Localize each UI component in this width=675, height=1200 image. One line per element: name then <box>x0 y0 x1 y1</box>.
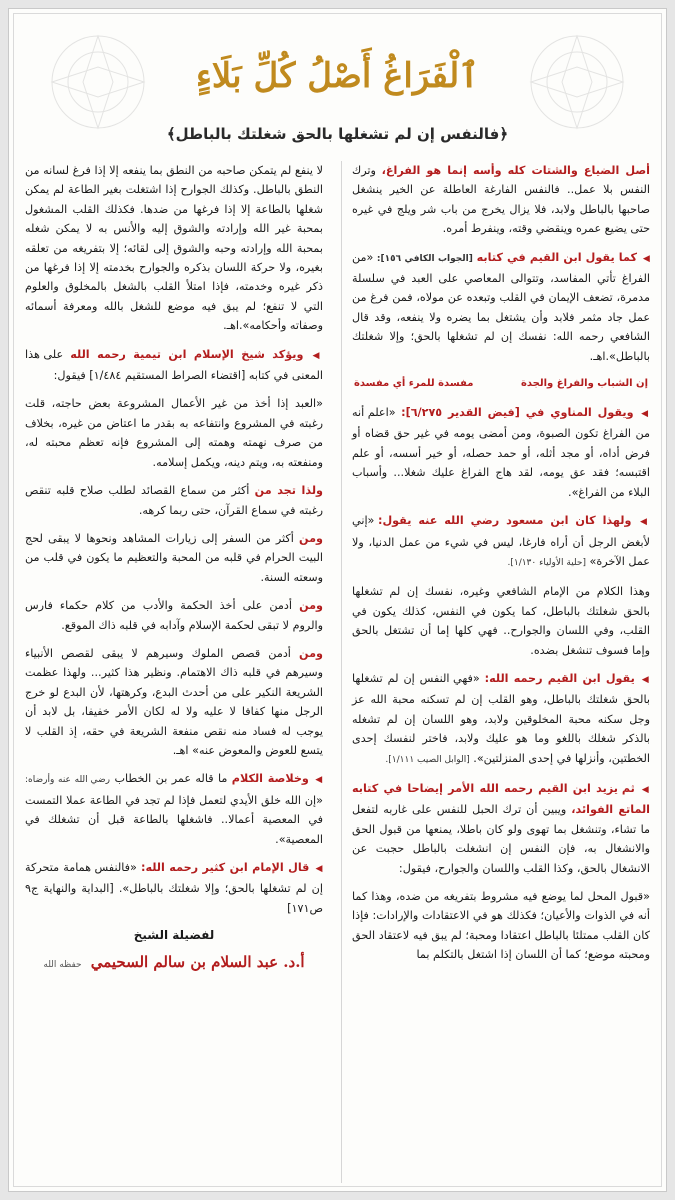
author-name: أ.د. عبد السلام بن سالم السحيمي <box>90 953 305 972</box>
paragraph <box>352 887 650 965</box>
highlight-text: كما يقول ابن القيم في كتابه <box>476 250 638 264</box>
body-text: «إن الله خلق الأيدي لتعمل فإذا لم تجد في الطاعة عملا التمست في المعصية أعمالا.. فاشغلها بالطاعة قبل أن تشغلك في المعصية». <box>25 793 323 846</box>
paragraph <box>25 529 323 587</box>
arrow-left-icon: ◀ <box>315 864 323 874</box>
left-column <box>25 161 323 1183</box>
highlight-text: ولهذا كان ابن مسعود رضي الله عنه يقول: <box>377 514 632 528</box>
reference-text: [الجواب الكافي ١٥٦]: <box>376 253 473 264</box>
paragraph <box>25 769 323 849</box>
article-page <box>8 8 667 1192</box>
highlight-text: ومن <box>299 599 323 613</box>
honorific-text: رضي الله عنه وأرضاه: <box>25 775 111 786</box>
highlight-text: ومن <box>299 646 323 660</box>
body-text: على هذا المعنى في كتابه [اقتضاء الصراط المستقيم ١/٤٨٤] فيقول: <box>25 347 323 383</box>
body-text: «اعلم أنه من الفراغ تكون الصبوة، ومن أمضى يومه في غير حق قضاه أو فرض أداه، أو مجد أثله، أو حمد حصله، أو خير أسسه، أو علم اقتبسه؛ فقد عق يومه، لقد هاج الفراغ عليك شغلا... وأسباب البلاء من الفراغ». <box>352 406 650 499</box>
body-text: ويبين أن ترك الحبل للنفس على غاربه لتفعل ما تشاء، وتنشغل بما تهوى ولو كان باطلا، يمنعها من قبول الحق والانشغال به، فإن النفس إن انشغلت بالباطل حجبت عن الانشغال بالحق، وكذا القلب واللسان والجوارح، فيقول: <box>352 803 650 875</box>
paragraph <box>25 161 323 336</box>
highlight-text: أصل الضياع والشتات كله وأسه إنما هو الفراغ، <box>381 164 650 177</box>
body-text: ما قاله عمر بن الخطاب <box>114 772 228 786</box>
body-text: «فالنفس همامة متحركة إن لم تشغلها بالحق؛ وإلا شغلتك بالباطل». <box>25 861 323 896</box>
poem-verse <box>352 378 650 389</box>
reference-text: [الوابل الصيب ١/١١١]. <box>385 754 470 765</box>
reference-text: [البداية والنهاية ج٩ ص١٧١] <box>25 882 323 915</box>
highlight-text: ويؤكد شيخ الإسلام ابن تيمية رحمه الله <box>70 347 304 361</box>
paragraph <box>352 248 650 366</box>
page-subtitle: ﴿فالنفس إن لم تشغلها بالحق شغلتك بالباطل﴾ <box>166 125 509 143</box>
body-text: أدمن قصص الملوك وسيرهم لا يبقى لقصص الأنبياء وسيرهم في قلبه ذاك الاهتمام. ونظير هذا كثير... ولهذا عظمت الشريعة النكير على من أحدث البدع، وكرهتها، لأن البدع لو خرج الرجل منها كفافا لا عليه ولا له لكان الأمر خفيفا، بل لابد أن يوجب له فساد منه نقص منفعة الشريعة في حقه، إذ القلب لا يتسع للعوض والمعوض عنه» اهـ. <box>25 646 323 757</box>
body-text: وهذا الكلام من الإمام الشافعي وغيره، نفسك إن لم تشغلها بالحق شغلتك بالباطل، كما يكون في النفس، كذلك يكون في القلب، وفي اللسان والجوارح.. فهي كلها إما أن تشتغل بالحق وإما فسوف تنشغل بضده. <box>352 585 650 657</box>
paragraph <box>25 481 323 520</box>
author-signature <box>25 928 323 971</box>
arrow-left-icon: ◀ <box>641 784 650 795</box>
paragraph <box>25 644 323 760</box>
body-text: «إني لأبغض الرجل أن أراه فارغا، ليس في شيء من عمل الدنيا، ولا عمل الآخرة» <box>352 514 650 568</box>
paragraph <box>352 403 650 502</box>
paragraph <box>352 161 650 239</box>
paragraph <box>25 596 323 635</box>
body-text: أدمن على أخذ الحكمة والأدب من كلام حكماء فارس والروم لا تبقى لحكمة الإسلام وآدابه في قلبه ذاك الموقع. <box>25 599 323 632</box>
paragraph <box>25 345 323 386</box>
paragraph <box>352 511 650 573</box>
paragraph <box>25 858 323 918</box>
article-columns <box>25 161 650 1183</box>
body-text: «من الفراغ تأتي المفاسد، وتتوالى المعاصي على العبد في سلسلة مدمرة، تضعف الإيمان في القلب وتبعده عن مولاه، فمن فرغ من عمل جاد مثمر فلابد وأن يشتغل بما يضره ولا ينفعه، وقد قال الشافعي رحمه الله: نفسك إن لم تشغلها بالحق؛ وإلا شغلتك بالباطل».اهـ. <box>352 250 650 363</box>
arrow-left-icon: ◀ <box>641 409 650 420</box>
highlight-text: ومن <box>299 531 323 545</box>
highlight-text: ثم يزيد ابن القيم رحمه الله الأمر إيضاحا في كتابه الماتع الفوائد، <box>352 781 650 817</box>
arrow-left-icon: ◀ <box>642 253 650 264</box>
body-text: لا ينفع لم يتمكن صاحبه من النطق بما ينفعه إلا إذا فرغ لسانه من النطق بالباطل. وكذلك الجوارح إذا اشتغلت بغير الطاعة لم يمكن شغلها بالطاعة إلا إذا فرغها من ضدها. فكذلك القلب المشغول بمحبة غير الله وإرادته والشوق إليه والأنس به لا يمكن شغله بمحبة الله وإرادته وحبه والشوق إلى لقائه؛ إلا بتفريغه من تعلقه بغيره، ولا حركة اللسان بذكره والجوارح بخدمته إلا إذا فرغها من ذكر غيره وخدمته، فإذا امتلأ القلب بالشغل بالمخلوق والعلوم التي لا تنفع؛ لم يبق فيه موضع للشغل بالله ومعرفة أسمائه وصفاته وأحكامه».اهـ. <box>25 164 323 333</box>
highlight-text: يقول ابن القيم رحمه الله: <box>484 671 635 685</box>
signature-label: لفضيلة الشيخ <box>133 928 215 943</box>
page-title: ٱلْفَرَاغُ أَصْلُ كُلِّ بَلَاءٍ <box>195 56 480 96</box>
highlight-text: قال الإمام ابن كثير رحمه الله: <box>140 861 310 874</box>
arrow-left-icon: ◀ <box>641 674 650 685</box>
arrow-left-icon: ◀ <box>640 517 650 528</box>
body-text: «العبد إذا أخذ من غير الأعمال المشروعة بعض حاجته، قلت رغبته في المشروع وانتفاعه به بقدر ما اعتاض من غيره، بخلاف من صرف نهمته وهمته إلى المشروع فإنه تعظم محبته له، ومنفعته به، ويتم دينه، ويكمل إسلامه. <box>25 397 323 469</box>
paragraph <box>352 669 650 770</box>
reference-text: [حلية الأولياء ١/١٣٠]. <box>507 557 586 568</box>
body-text: أكثر من سماع القصائد لطلب صلاح قلبه تنقص رغبته في سماع القرآن، حتى ربما كرهه. <box>25 484 323 517</box>
right-column <box>341 161 650 1183</box>
body-text: أكثر من السفر إلى زيارات المشاهد ونحوها لا يبقى لحج البيت الحرام في قلبه من المحبة والتعظيم ما يكون في قلب من وسعته السنة. <box>25 531 323 584</box>
highlight-text: ولذا تجد من <box>254 484 323 498</box>
paragraph <box>352 582 650 660</box>
arrow-left-icon: ◀ <box>315 775 323 786</box>
body-text: وترك النفس بلا عمل.. فالنفس الفارغة العاطلة عن الخير ينشغل صاحبها بالباطل ولابد، فلا يزال يخرج من باب شر ويلج في غيره حتى يضيع عمره وينقضي وقته، وينفرط أمره. <box>352 164 650 236</box>
verse-part: إن الشباب والفراغ والجدة <box>520 378 648 390</box>
highlight-text: ويقول المناوي في [فيض القدير ٦/٢٧٥]: <box>401 406 634 420</box>
arrow-left-icon: ◀ <box>312 350 323 361</box>
paragraph <box>352 779 650 878</box>
highlight-text: وخلاصة الكلام <box>231 772 309 786</box>
body-text: «فهي النفس إن لم تشغلها بالحق شغلتك بالباطل، وهو القلب إن لم تسكنه محبة الله عز وجل سكنه محبة المخلوقين ولابد، وهو اللسان إن لم تشغله بالذكر شغلك باللغو وما هو عليك ولابد، فاختر لنفسك إحدى الخطتين، وأنزلها في إحدى المنزلتين». <box>352 671 650 765</box>
paragraph <box>25 394 323 472</box>
verse-part: مفسدة للمرء أي مفسدة <box>354 378 474 390</box>
author-honorific: حفظه الله <box>43 960 82 971</box>
body-text: «قبول المحل لما يوضع فيه مشروط بتفريغه من ضده، وهذا كما أنه في الذوات والأعيان؛ فكذلك هو في الاعتقادات والإرادات: فإذا كان القلب ممتلئا بالباطل اعتقادا ومحبة؛ لم يبق فيه لاعتقاد الحق ومحبته موضع؛ كما أن اللسان إذا اشتغل بالتكلم بما <box>352 890 650 962</box>
